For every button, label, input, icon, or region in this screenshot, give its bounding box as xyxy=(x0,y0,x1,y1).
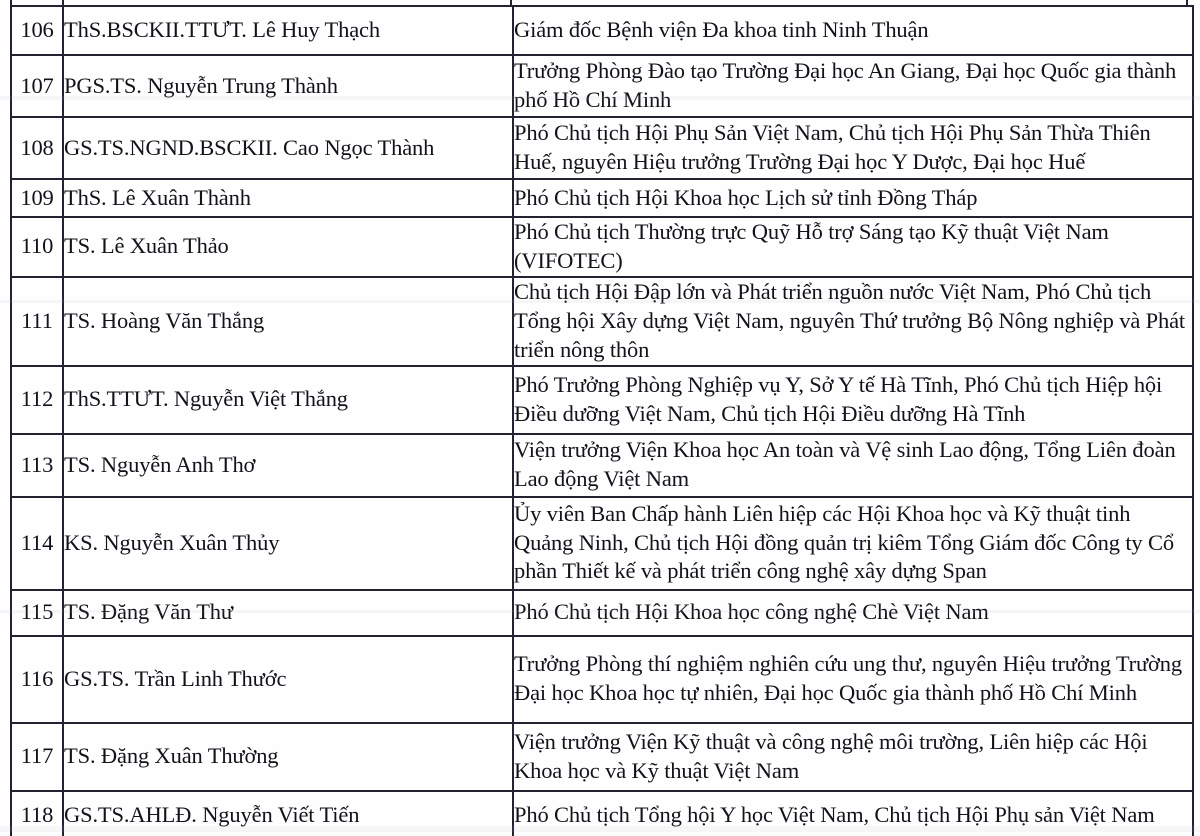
honoree-name: ThS. Lê Xuân Thành xyxy=(64,184,251,210)
honoree-position: Trưởng Phòng Đào tạo Trường Đại học An Giang, Đại học Quốc gia thành phố Hồ Chí Minh xyxy=(514,58,1177,112)
row-name-cell xyxy=(63,497,513,590)
honoree-position: Phó Chủ tịch Hội Khoa học công nghệ Chè Việt Nam xyxy=(514,599,989,625)
row-number: 112 xyxy=(20,386,54,412)
row-position-cell xyxy=(513,55,1193,117)
honoree-position: Ủy viên Ban Chấp hành Liên hiệp các Hội Khoa học và Kỹ thuật tinh Quảng Ninh, Chủ tịch Hội đồng quản trị kiêm Tổng Giám đốc Công ty Cổ phần Thiết kế và phát triển công nghệ xây dựng Span xyxy=(514,500,1174,584)
row-number: 109 xyxy=(20,184,54,210)
row-name-cell xyxy=(63,6,513,55)
row-number: 114 xyxy=(20,529,54,555)
row-name-cell xyxy=(63,55,513,117)
row-number: 115 xyxy=(20,599,54,625)
table-row xyxy=(11,55,1193,117)
row-number-cell xyxy=(11,217,63,277)
honoree-name: TS. Đặng Xuân Thường xyxy=(64,743,279,769)
table-row xyxy=(11,366,1193,434)
honoree-table xyxy=(10,5,1194,836)
honoree-name: PGS.TS. Nguyễn Trung Thành xyxy=(64,72,338,98)
table-row xyxy=(11,6,1193,55)
row-number-cell xyxy=(11,723,63,791)
row-position-cell xyxy=(513,366,1193,434)
honoree-position: Trưởng Phòng thí nghiệm nghiên cứu ung thư, nguyên Hiệu trưởng Trường Đại học Khoa học tự nhiên, Đại học Quốc gia thành phố Hồ Chí Minh xyxy=(514,651,1183,706)
row-name-cell xyxy=(63,723,513,791)
honoree-position: Phó Chủ tịch Tổng hội Y học Việt Nam, Chủ tịch Hội Phụ sản Việt Nam xyxy=(514,802,1155,828)
honoree-position: Viện trưởng Viện Khoa học An toàn và Vệ sinh Lao động, Tổng Liên đoàn Lao động Việt Nam xyxy=(514,437,1176,492)
row-name-cell xyxy=(63,434,513,497)
honoree-position: Phó Chủ tịch Hội Phụ Sản Việt Nam, Chủ tịch Hội Phụ Sản Thừa Thiên Huế, nguyên Hiệu trưởng Trường Đại học Y Dược, Đại học Huế xyxy=(514,120,1151,174)
row-number-cell xyxy=(11,636,63,723)
row-name-cell xyxy=(63,277,513,366)
row-number-cell xyxy=(11,434,63,497)
row-number: 110 xyxy=(20,233,54,259)
row-number-cell xyxy=(11,791,63,836)
table-row xyxy=(11,434,1193,497)
row-number: 108 xyxy=(20,134,54,160)
row-number-cell xyxy=(11,179,63,217)
honoree-name: KS. Nguyễn Xuân Thủy xyxy=(64,529,280,555)
honoree-name: TS. Nguyễn Anh Thơ xyxy=(64,451,256,477)
table-row xyxy=(11,217,1193,277)
row-number-cell xyxy=(11,6,63,55)
row-number: 118 xyxy=(20,802,54,828)
honoree-name: ThS.TTƯT. Nguyễn Việt Thắng xyxy=(64,386,348,412)
honoree-name: TS. Hoàng Văn Thắng xyxy=(64,307,265,333)
table-row xyxy=(11,117,1193,179)
honoree-position: Phó Chủ tịch Thường trực Quỹ Hỗ trợ Sáng tạo Kỹ thuật Việt Nam (VIFOTEC) xyxy=(514,219,1109,273)
honoree-name: ThS.BSCKII.TTƯT. Lê Huy Thạch xyxy=(64,17,380,43)
row-number-cell xyxy=(11,117,63,179)
row-number: 107 xyxy=(20,72,54,98)
row-position-cell xyxy=(513,636,1193,723)
honoree-position: Phó Trưởng Phòng Nghiệp vụ Y, Sở Y tế Hà Tĩnh, Phó Chủ tịch Hiệp hội Điều dưỡng Việt Nam, Chủ tịch Hội Điều dưỡng Hà Tĩnh xyxy=(514,371,1163,426)
honoree-name: GS.TS. Trần Linh Thước xyxy=(64,665,287,691)
row-position-cell xyxy=(513,6,1193,55)
table-row xyxy=(11,636,1193,723)
honoree-position: Giám đốc Bệnh viện Đa khoa tinh Ninh Thuận xyxy=(514,17,929,43)
table-row xyxy=(11,497,1193,590)
row-position-cell xyxy=(513,179,1193,217)
row-name-cell xyxy=(63,217,513,277)
row-position-cell xyxy=(513,277,1193,366)
table-row xyxy=(11,179,1193,217)
row-name-cell xyxy=(63,636,513,723)
table-row xyxy=(11,791,1193,836)
row-name-cell xyxy=(63,366,513,434)
row-position-cell xyxy=(513,434,1193,497)
honoree-name: TS. Lê Xuân Thảo xyxy=(64,233,229,259)
honoree-name: GS.TS.NGND.BSCKII. Cao Ngọc Thành xyxy=(64,134,435,160)
honoree-name: GS.TS.AHLĐ. Nguyễn Viết Tiến xyxy=(64,802,360,828)
row-number-cell xyxy=(11,497,63,590)
honoree-position: Chủ tịch Hội Đập lớn và Phát triển nguồn nước Việt Nam, Phó Chủ tịch Tổng hội Xây dựng Việt Nam, nguyên Thứ trưởng Bộ Nông nghiệp và Phát triển nông thôn xyxy=(514,278,1186,362)
row-number: 116 xyxy=(20,665,54,691)
row-name-cell xyxy=(63,791,513,836)
row-number-cell xyxy=(11,366,63,434)
row-position-cell xyxy=(513,117,1193,179)
honoree-name: TS. Đặng Văn Thư xyxy=(64,599,233,625)
row-name-cell xyxy=(63,179,513,217)
row-number-cell xyxy=(11,590,63,636)
row-position-cell xyxy=(513,217,1193,277)
row-position-cell xyxy=(513,723,1193,791)
table-row xyxy=(11,277,1193,366)
row-name-cell xyxy=(63,117,513,179)
row-number: 111 xyxy=(21,307,53,333)
row-position-cell xyxy=(513,590,1193,636)
row-name-cell xyxy=(63,590,513,636)
row-number: 106 xyxy=(20,17,54,43)
row-number: 113 xyxy=(20,451,54,477)
row-number: 117 xyxy=(20,743,54,769)
table-row xyxy=(11,590,1193,636)
honoree-position: Viện trưởng Viện Kỹ thuật và công nghệ môi trường, Liên hiệp các Hội Khoa học và Kỹ thuật Việt Nam xyxy=(514,728,1148,783)
row-number-cell xyxy=(11,55,63,117)
row-position-cell xyxy=(513,791,1193,836)
row-number-cell xyxy=(11,277,63,366)
table-row xyxy=(11,723,1193,791)
table-body xyxy=(11,6,1193,836)
honoree-position: Phó Chủ tịch Hội Khoa học Lịch sử tỉnh Đồng Tháp xyxy=(514,184,978,210)
row-position-cell xyxy=(513,497,1193,590)
